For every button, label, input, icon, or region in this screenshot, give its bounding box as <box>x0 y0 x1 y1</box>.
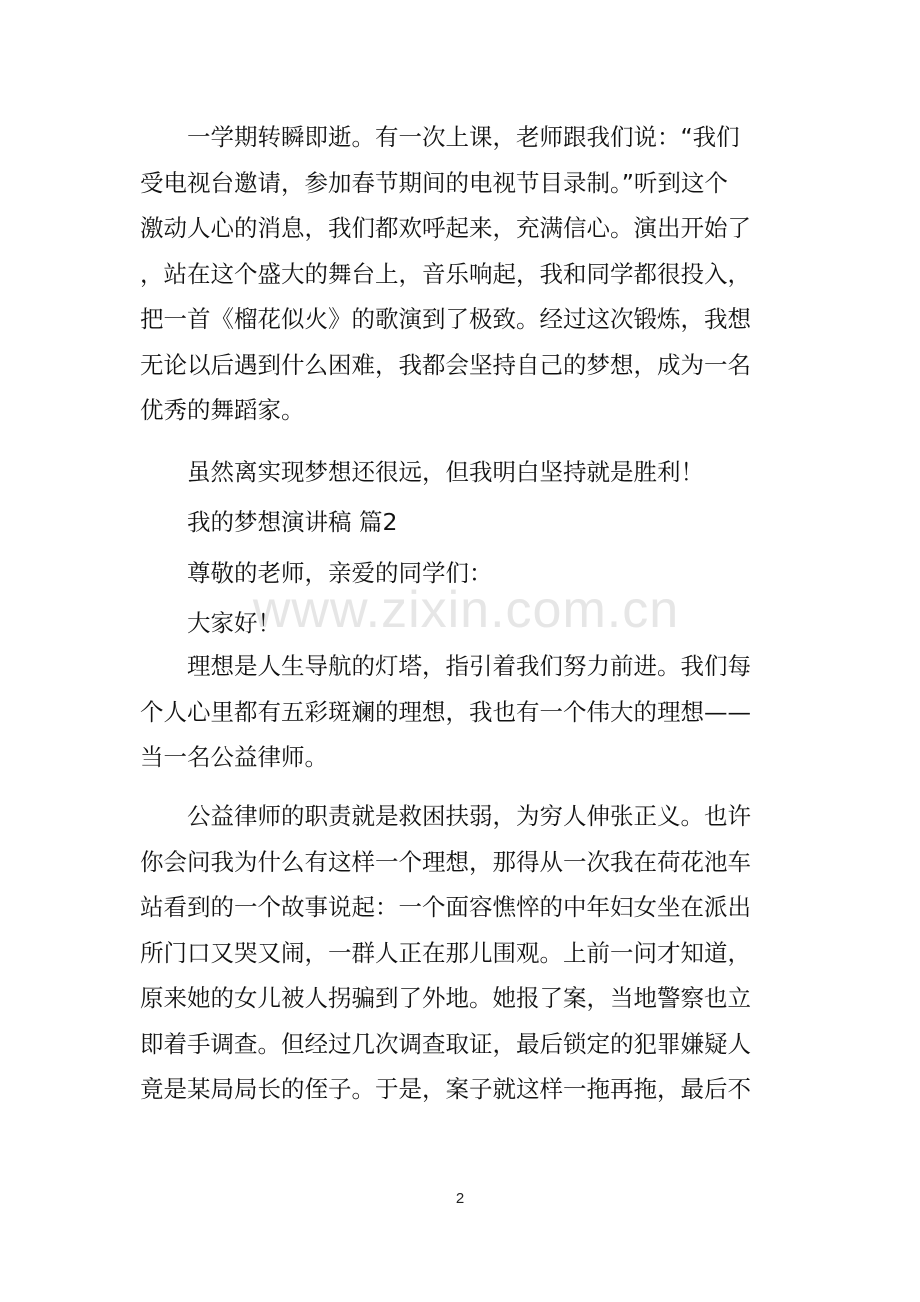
text-line: 尊敬的老师，亲爱的同学们： <box>140 559 493 587</box>
watermark: www.zixin.com.cn <box>252 581 680 639</box>
text-line: ，站在这个盛大的舞台上，音乐响起，我和同学都很投入， <box>140 259 751 288</box>
text-line: 一学期转瞬即逝。有一次上课，老师跟我们说：“我们 <box>140 123 740 151</box>
text-line: 公益律师的职责就是救困扶弱，为穷人伸张正义。也许 <box>140 802 751 830</box>
salutation <box>140 551 780 597</box>
text-line: 受电视台邀请，参加春节期间的电视节目录制。”听到这个 <box>140 168 728 197</box>
text-line: 大家好！ <box>140 609 281 637</box>
paragraph-1 <box>140 115 780 434</box>
heading-line: 我的梦想演讲稿 篇2 <box>140 508 398 536</box>
text-line: 理想是人生导航的灯塔，指引着我们努力前进。我们每 <box>140 652 751 680</box>
text-line: 把一首《榴花似火》的歌演到了极致。经过这次锻炼，我想 <box>140 305 751 333</box>
text-line: 你会问我为什么有这样一个理想，那得从一次我在荷花池车 <box>140 847 751 876</box>
text-line: 无论以后遇到什么困难，我都会坚持自己的梦想，成为一名 <box>140 350 751 379</box>
text-line: 虽然离实现梦想还很远，但我明白坚持就是胜利！ <box>140 458 704 486</box>
text-line: 原来她的女儿被人拐骗到了外地。她报了案，当地警察也立 <box>140 984 751 1012</box>
section-heading <box>140 500 780 546</box>
text-line: 个人心里都有五彩斑斓的理想，我也有一个伟大的理想—— <box>140 697 751 726</box>
text-line: 激动人心的消息，我们都欢呼起来，充满信心。演出开始了 <box>140 214 751 242</box>
text-line: 所门口又哭又闹，一群人正在那儿围观。上前一问才知道， <box>140 938 751 967</box>
text-line: 站看到的一个故事说起：一个面容憔悴的中年妇女坐在派出 <box>140 893 751 921</box>
paragraph-2 <box>140 450 780 496</box>
text-line: 竟是某局局长的侄子。于是，案子就这样一拖再拖，最后不 <box>140 1075 751 1103</box>
greeting <box>140 601 780 647</box>
paragraph-3 <box>140 644 780 781</box>
text-line: 即着手调查。但经过几次调查取证，最后锁定的犯罪嫌疑人 <box>140 1029 751 1058</box>
text-line: 当一名公益律师。 <box>140 743 328 771</box>
page-number: 2 <box>455 1190 465 1207</box>
paragraph-4 <box>140 794 780 1113</box>
text-line: 优秀的舞蹈家。 <box>140 396 305 424</box>
